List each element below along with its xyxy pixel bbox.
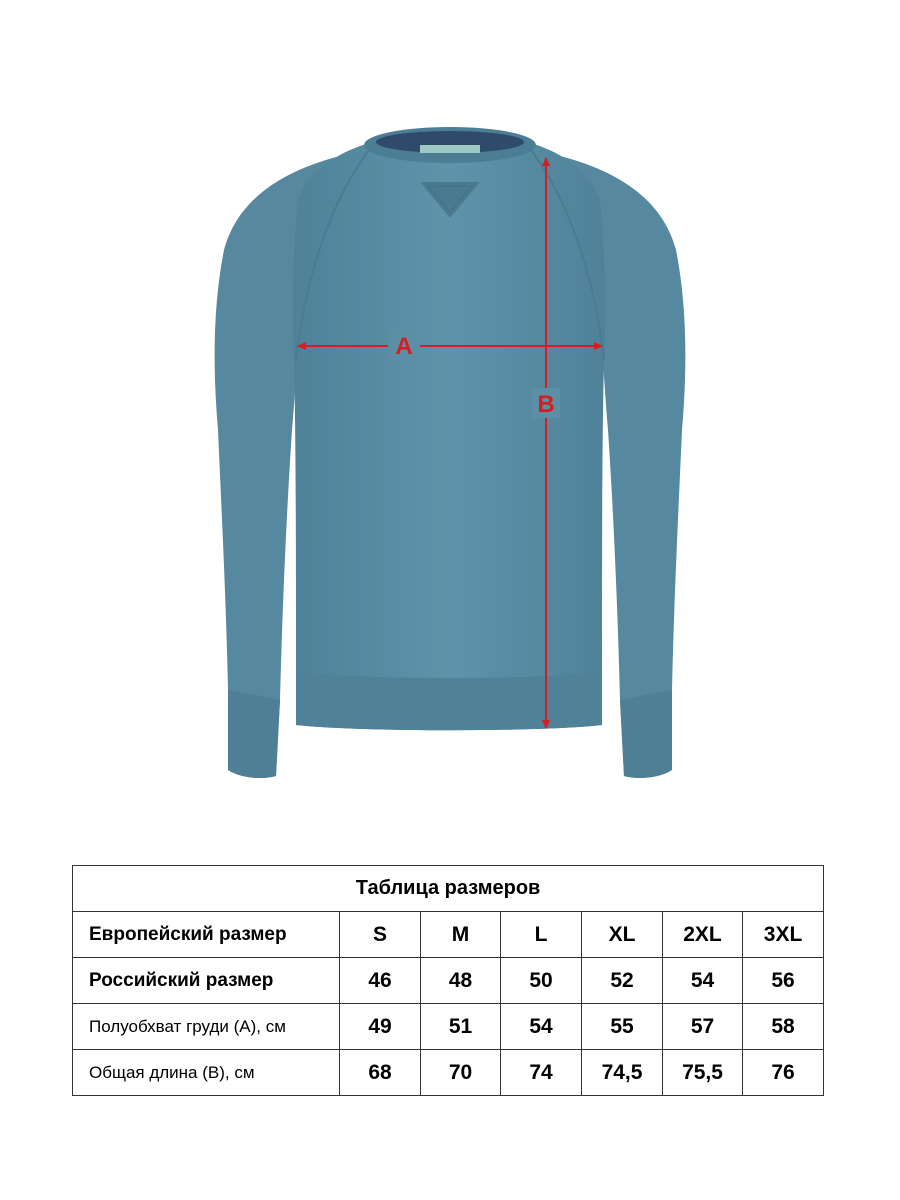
table-cell: 57 [663, 1004, 743, 1050]
table-row [73, 912, 824, 958]
table-cell: 54 [501, 1004, 582, 1050]
sweater-body [293, 133, 605, 731]
table-cell: 3XL [743, 912, 824, 958]
table-cell: 52 [582, 958, 663, 1004]
table-row [73, 1050, 824, 1096]
hem-band [296, 672, 602, 730]
table-cell: 2XL [663, 912, 743, 958]
measure-label-a: A [395, 333, 413, 360]
table-cell: 48 [421, 958, 501, 1004]
table-cell: 75,5 [663, 1050, 743, 1096]
row-label-length: Общая длина (B), см [73, 1050, 340, 1096]
size-table-title: Таблица размеров [73, 866, 824, 912]
table-cell: 74 [501, 1050, 582, 1096]
table-cell: XL [582, 912, 663, 958]
row-label-chest: Полуобхват груди (A), см [73, 1004, 340, 1050]
left-cuff [228, 690, 280, 778]
table-cell: 74,5 [582, 1050, 663, 1096]
table-cell: 70 [421, 1050, 501, 1096]
collar-tag [420, 145, 480, 153]
table-row [73, 958, 824, 1004]
table-cell: 76 [743, 1050, 824, 1096]
table-cell: L [501, 912, 582, 958]
size-table-title-row [73, 866, 824, 912]
table-cell: 50 [501, 958, 582, 1004]
table-cell: 54 [663, 958, 743, 1004]
table-cell: 68 [340, 1050, 421, 1096]
table-row [73, 1004, 824, 1050]
table-cell: 55 [582, 1004, 663, 1050]
table-cell: M [421, 912, 501, 958]
row-label-ru-size: Российский размер [73, 958, 340, 1004]
row-label-eu-size: Европейский размер [73, 912, 340, 958]
table-cell: 46 [340, 958, 421, 1004]
table-cell: 51 [421, 1004, 501, 1050]
table-cell: 58 [743, 1004, 824, 1050]
size-table [72, 865, 824, 1096]
table-cell: 49 [340, 1004, 421, 1050]
measure-label-b: B [537, 391, 555, 418]
right-cuff [620, 690, 672, 778]
table-cell: 56 [743, 958, 824, 1004]
table-cell: S [340, 912, 421, 958]
